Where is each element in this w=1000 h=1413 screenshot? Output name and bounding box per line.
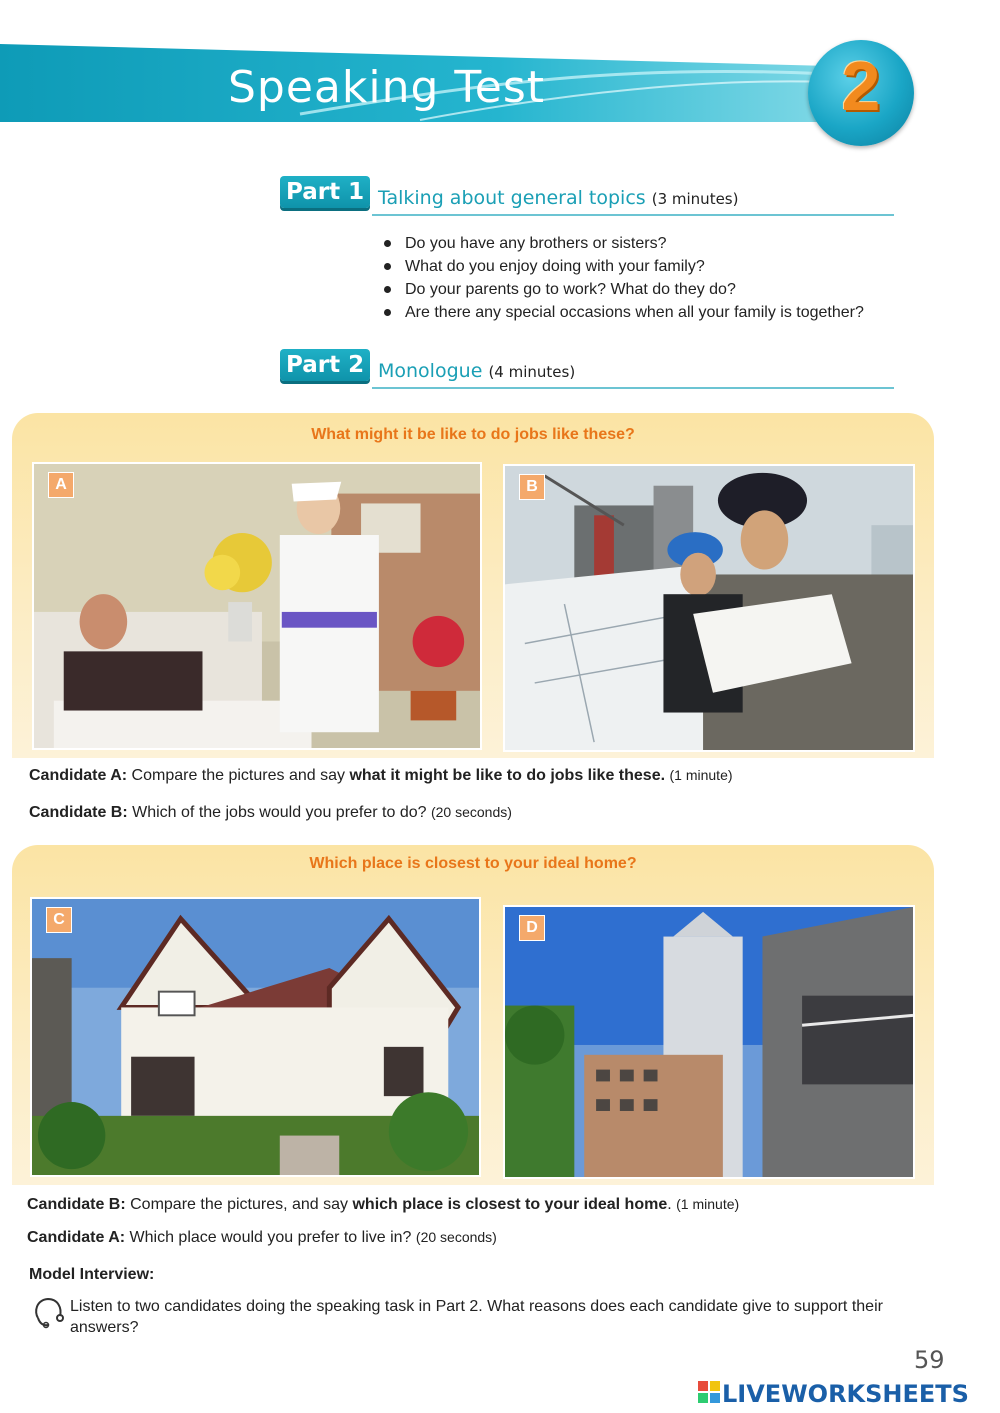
photo-c-house (30, 897, 481, 1177)
house-illustration (32, 899, 479, 1175)
photo-label-a: A (48, 472, 74, 498)
photo-d-city-apartments (503, 905, 915, 1179)
test-number: 2 (841, 47, 881, 125)
city-illustration (505, 907, 913, 1177)
candidate-label: Candidate A: (29, 767, 128, 784)
photo-label-d: D (519, 915, 545, 941)
task-emphasis: which place is closest to your ideal home (352, 1196, 668, 1213)
task-text: Compare the pictures and say (131, 767, 345, 784)
task-text: Which place would you prefer to live in? (129, 1229, 412, 1246)
task-text: Compare the pictures, and say (130, 1196, 349, 1213)
task-emphasis: what it might be like to do jobs like these. (349, 767, 666, 784)
part1-rule (372, 214, 894, 216)
candidate-label: Candidate B: (27, 1196, 126, 1213)
list-item: What do you enjoy doing with your family? (384, 255, 864, 278)
part1-badge: Part 1 (280, 176, 370, 208)
photo-label-c: C (46, 907, 72, 933)
part2-rule (372, 387, 894, 389)
liveworksheets-logo-icon (698, 1381, 720, 1403)
part1-question-list (384, 232, 864, 324)
photo-a-nurse (32, 462, 482, 750)
task-time: (1 minute) (669, 767, 733, 783)
panel1-title: What might it be like to do jobs like these? (311, 426, 635, 443)
candidate-label: Candidate B: (29, 804, 128, 821)
page-title: Speaking Test (228, 62, 546, 113)
candidate-label: Candidate A: (27, 1229, 126, 1246)
liveworksheets-wordmark: LIVEWORKSHEETS (722, 1380, 969, 1408)
photo-label-b: B (519, 474, 545, 500)
model-interview-instructions: Listen to two candidates doing the speaking task in Part 2. What reasons does each candidate give to support their answers? (70, 1298, 883, 1336)
photo-b-architects (503, 464, 915, 752)
architects-illustration (505, 466, 913, 750)
list-item: Do your parents go to work? What do they do? (384, 278, 864, 301)
part1-heading (378, 187, 738, 209)
task-time: (20 seconds) (415, 1229, 497, 1245)
page-number: 59 (914, 1346, 945, 1374)
panel2-title: Which place is closest to your ideal home? (309, 855, 637, 872)
candidate-a-task-1 (29, 767, 733, 785)
candidate-a-task-2 (27, 1229, 497, 1247)
part2-time: (4 minutes) (488, 363, 576, 381)
list-item: Do you have any brothers or sisters? (384, 232, 864, 255)
task-time: (1 minute) (676, 1196, 740, 1212)
part2-heading (378, 360, 575, 382)
headphones-icon[interactable] (30, 1294, 66, 1330)
nurse-illustration (34, 464, 480, 748)
model-interview-heading: Model Interview: (29, 1266, 155, 1283)
part2-badge: Part 2 (280, 349, 370, 381)
task-text: Which of the jobs would you prefer to do? (132, 804, 427, 821)
candidate-b-task-1 (29, 804, 512, 822)
task-punctuation: . (667, 1196, 672, 1213)
candidate-b-task-2 (27, 1196, 739, 1214)
part2-title: Monologue (378, 360, 483, 382)
part1-time: (3 minutes) (651, 190, 739, 208)
list-item: Are there any special occasions when all your family is together? (384, 301, 864, 324)
task-time: (20 seconds) (430, 804, 512, 820)
part1-title: Talking about general topics (378, 187, 646, 209)
